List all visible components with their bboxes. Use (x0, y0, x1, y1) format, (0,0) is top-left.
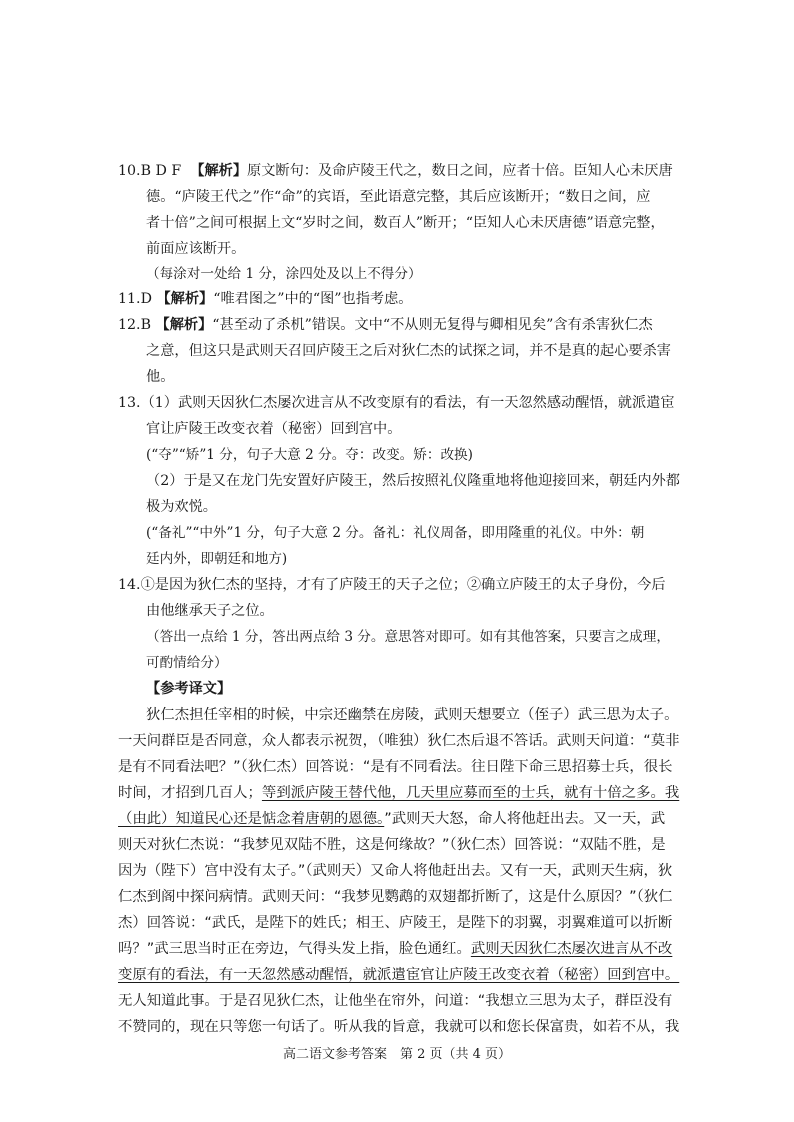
translation-underlined-sentence-1b: （由此）知道民心还是惦念着唐朝的恩德。 (118, 811, 385, 827)
q13-part2-scoring-note-1: (“备礼”“中外”1 分，句子大意 2 分。备礼：礼仪周备，即用隆重的礼仪。中外：朝 (146, 525, 645, 541)
translation-line-4 (118, 782, 679, 804)
translation-underlined-sentence-1a: 等到派庐陵王替代他，几天里应募而至的士兵，就有十倍之多。我 (261, 785, 680, 801)
q10-answer: B D F (140, 163, 182, 179)
q10-line-2: 德。“庐陵王代之”作“命”的宾语，至此语意完整，其后应该断开；“数日之间，应 (146, 189, 651, 205)
q10-number: 10. (118, 163, 141, 179)
translation-underlined-sentence-2a: 武则天因狄仁杰屡次进言从不改 (470, 941, 673, 957)
q11-text-1: “唯君图之”中的“图”也指考虑。 (213, 291, 413, 307)
translation-line-1: 狄仁杰担任宰相的时候，中宗还幽禁在房陵，武则天想要立（侄子）武三思为太子。 (146, 707, 679, 723)
q11-number: 11. (118, 291, 141, 307)
q13-part2-line-1: （2）于是又在龙门先安置好庐陵王，然后按照礼仪隆重地将他迎接回来，朝廷内外都 (146, 473, 680, 489)
q10-line-4: 前面应该断开。 (146, 241, 246, 257)
q10-text-1: 原文断句：及命庐陵王代之，数日之间，应者十倍。臣知人心未厌唐 (247, 163, 673, 179)
translation-line-13: 不赞同的，现在只等您一句话了。听从我的旨意，我就可以和您长保富贵，如若不从，我 (118, 1019, 680, 1035)
translation-line-4-plain: 时间，才招到几百人； (118, 785, 262, 801)
translation-line-12: 无人知道此事。于是召见狄仁杰，让他坐在帘外，问道：“我想立三思为太子，群臣没有 (118, 993, 673, 1009)
translation-line-10 (118, 938, 672, 960)
q10-line-1 (118, 160, 673, 182)
q14-line-2: 由他继承天子之位。 (146, 603, 274, 619)
translation-line-7: 因为（陛下）宫中没有太子。”（武则天）又命人将他赶出去。又有一天，武则天生病，狄 (118, 863, 673, 879)
page-footer: 高二语文参考答案 第 2 页（共 4 页） (282, 1047, 512, 1062)
q11-analysis-tag: 【解析】 (156, 291, 214, 307)
q14-scoring-note-1: （答出一点给 1 分，答出两点给 3 分。意思答对即可。如有其他答案，只要言之成理， (146, 629, 670, 645)
q10-scoring-note: （每涂对一处给 1 分，涂四处及以上不得分） (146, 266, 422, 282)
translation-line-3: 是有不同看法吧？”（狄仁杰）回答说：“是有不同看法。往日陛下命三思招募士兵，很长 (118, 759, 673, 775)
q14-line-1 (118, 574, 666, 596)
translation-line-6: 则天对狄仁杰说：“我梦见双陆不胜，这是何缘故？”（狄仁杰）回答说：“双陆不胜，是 (118, 837, 666, 853)
q13-part2-scoring-note-2: 廷内外，即朝廷和地方) (146, 551, 288, 567)
translation-line-5-plain: ”武则天大怒，命人将他赶出去。又一天，武 (384, 811, 666, 827)
q14-text-1: ①是因为狄仁杰的坚持，才有了庐陵王的天子之位；②确立庐陵王的太子身份，今后 (140, 577, 666, 593)
q14-number: 14. (118, 577, 141, 593)
q12-line-1 (118, 314, 653, 336)
q11-line-1 (118, 288, 413, 310)
q13-part2-line-2: 极为欢悦。 (146, 499, 217, 515)
translation-line-2: 一天问群臣是否同意，众人都表示祝贺，（唯独）狄仁杰后退不答话。武则天问道：“莫非 (118, 733, 680, 749)
q13-line-1 (118, 392, 675, 414)
q12-line-2: 之意，但这只是武则天召回庐陵王之后对狄仁杰的试探之词，并不是真的起心要杀害 (146, 343, 671, 359)
q10-line-3: 者十倍”之间可根据上文“岁时之间，数百人”断开；“臣知人心未厌唐德”语意完整， (146, 215, 665, 231)
q11-answer: D (140, 291, 152, 307)
translation-line-10-plain: 吗？”武三思当时正在旁边，气得头发上指，脸色通红。 (118, 941, 471, 957)
translation-line-8: 仁杰到阁中探问病情。武则天问：“我梦见鹦鹉的双翅都折断了，这是什么原因？”（狄仁 (118, 889, 673, 905)
q12-number: 12. (118, 317, 141, 333)
q14-scoring-note-2: 可酌情给分） (146, 655, 228, 671)
q13-part1-line-2: 官让庐陵王改变衣着（秘密）回到宫中。 (146, 421, 402, 437)
q13-part1-text-1: （1）武则天因狄仁杰屡次进言从不改变原有的看法，有一天忽然感动醒悟，就派遣宦 (140, 395, 675, 411)
q10-analysis-tag: 【解析】 (190, 163, 248, 179)
translation-line-5 (118, 808, 665, 830)
q12-answer: B (140, 317, 152, 333)
translation-heading: 【参考译文】 (146, 681, 232, 697)
q12-analysis-tag: 【解析】 (155, 317, 213, 333)
q12-line-3: 他。 (146, 369, 175, 385)
translation-line-9: 杰）回答说：“武氏，是陛下的姓氏；相王、庐陵王，是陛下的羽翼，羽翼难道可以折断 (118, 915, 673, 931)
translation-underlined-sentence-2b: 变原有的看法，有一天忽然感动醒悟，就派遣宦官让庐陵王改变衣着（秘密）回到宫中。 (118, 967, 680, 983)
q12-text-1: “甚至动了杀机”错误。文中“不从则无复得与卿相见矣”含有杀害狄仁杰 (212, 317, 653, 333)
q13-part1-scoring-note: (“夺”“矫”1 分，句子大意 2 分。夺：改变。矫：改换) (146, 447, 473, 463)
q13-number: 13. (118, 395, 141, 411)
